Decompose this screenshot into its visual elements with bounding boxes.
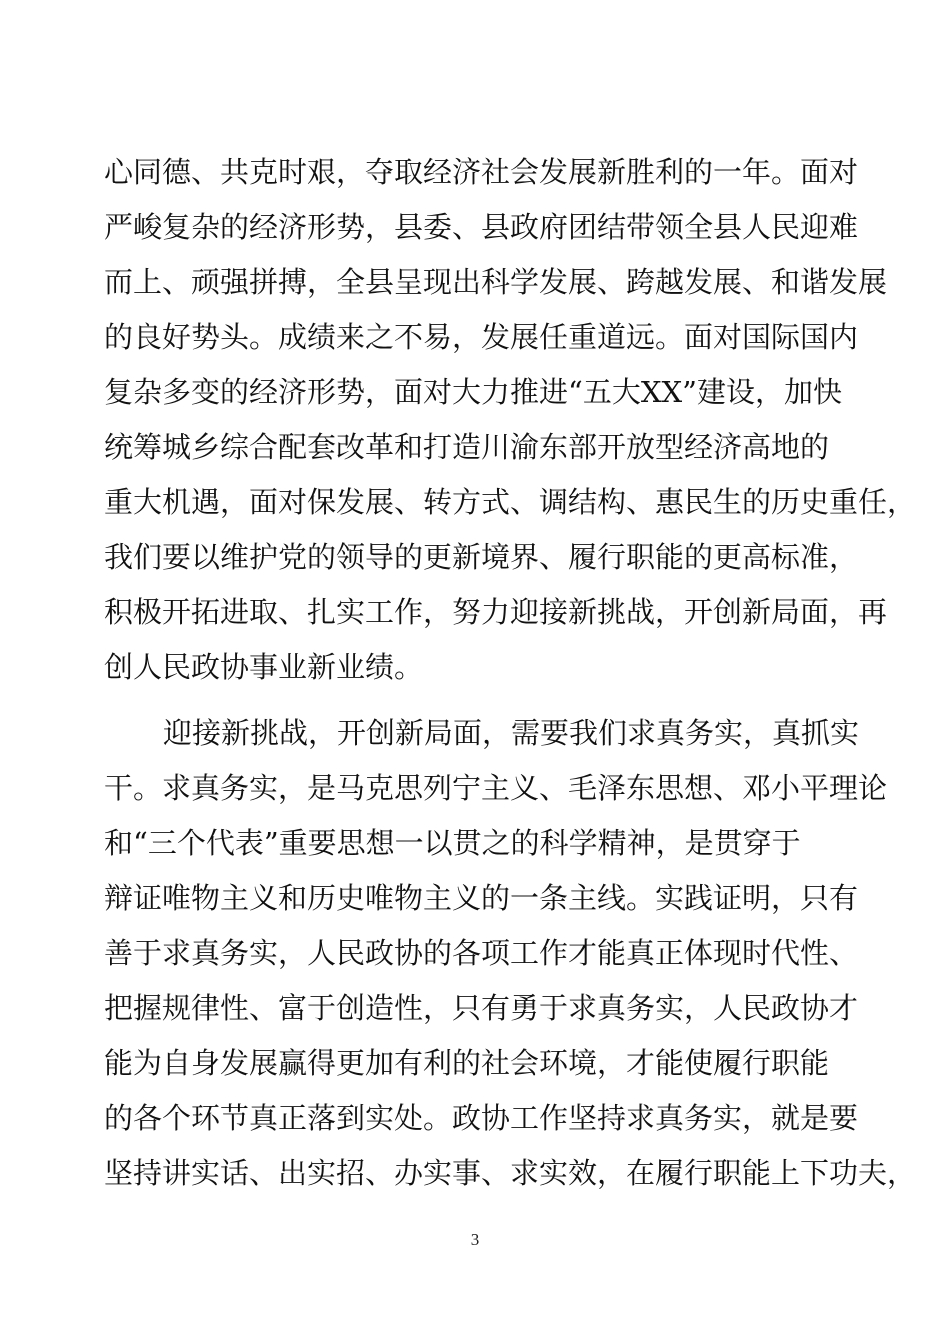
text-line: 辩证唯物主义和历史唯物主义的一条主线。实践证明，只有 bbox=[104, 881, 859, 915]
text-line: 善于求真务实，人民政协的各项工作才能真正体现时代性、 bbox=[104, 936, 859, 970]
text-line: 我们要以维护党的领导的更新境界、履行职能的更高标准， bbox=[104, 540, 859, 574]
text-line: 而上、顽强拼搏，全县呈现出科学发展、跨越发展、和谐发展 bbox=[104, 265, 888, 299]
text-line: 复杂多变的经济形势，面对大力推进“五大XX”建设，加快 bbox=[104, 375, 842, 409]
text-line: 心同德、共克时艰，夺取经济社会发展新胜利的一年。面对 bbox=[104, 155, 859, 189]
text-line: 严峻复杂的经济形势，县委、县政府团结带领全县人民迎难 bbox=[104, 210, 859, 244]
paragraph-first-line: 迎接新挑战，开创新局面，需要我们求真务实，真抓实 bbox=[163, 716, 860, 750]
text-line: 的各个环节真正落到实处。政协工作坚持求真务实，就是要 bbox=[104, 1101, 859, 1135]
text-line: 的良好势头。成绩来之不易，发展任重道远。面对国际国内 bbox=[104, 320, 859, 354]
text-line: 干。求真务实，是马克思列宁主义、毛泽东思想、邓小平理论 bbox=[104, 771, 888, 805]
text-line: 创人民政协事业新业绩。 bbox=[104, 650, 424, 684]
text-line: 统筹城乡综合配套改革和打造川渝东部开放型经济高地的 bbox=[104, 430, 830, 464]
page-number: 3 bbox=[470, 1230, 480, 1249]
text-line: 和“三个代表”重要思想一以贯之的科学精神，是贯穿于 bbox=[104, 826, 801, 860]
text-line: 能为自身发展赢得更加有利的社会环境，才能使履行职能 bbox=[104, 1046, 830, 1080]
text-line: 重大机遇，面对保发展、转方式、调结构、惠民生的历史重任， bbox=[104, 485, 917, 519]
text-line: 积极开拓进取、扎实工作，努力迎接新挑战，开创新局面，再 bbox=[104, 595, 888, 629]
text-line: 坚持讲实话、出实招、办实事、求实效，在履行职能上下功夫， bbox=[104, 1156, 917, 1190]
text-line: 把握规律性、富于创造性，只有勇于求真务实，人民政协才 bbox=[104, 991, 859, 1025]
